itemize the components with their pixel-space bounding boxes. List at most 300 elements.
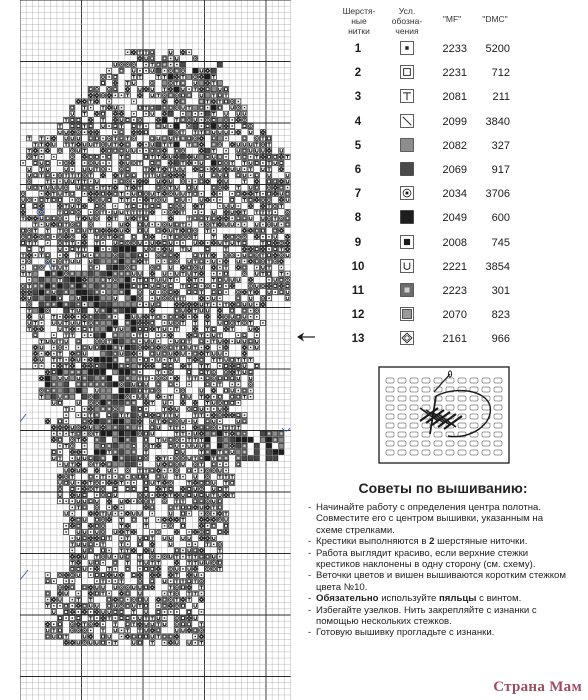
chart-stitch-t-bar <box>174 431 179 436</box>
chart-stitch-square-in-square <box>162 363 167 368</box>
chart-stitch-cross-circle <box>205 283 210 288</box>
chart-stitch-square-in-square <box>254 185 259 190</box>
chart-stitch-diamond <box>180 265 185 270</box>
chart-stitch-dot-small <box>94 474 99 479</box>
chart-stitch-square-in-square <box>150 566 155 571</box>
chart-stitch-diamond <box>217 314 222 319</box>
chart-stitch-u-shape <box>187 394 192 399</box>
chart-stitch-u-shape <box>82 167 87 172</box>
chart-stitch-u-shape <box>131 585 136 590</box>
chart-stitch-square-in-square <box>100 572 105 577</box>
chart-stitch-dot-small <box>57 314 62 319</box>
chart-stitch-black-fill <box>100 333 105 338</box>
chart-stitch-dot-small <box>162 640 167 645</box>
chart-stitch-square-in-square <box>150 320 155 325</box>
chart-stitch-square-in-square <box>113 351 118 356</box>
chart-stitch-square-in-square <box>150 505 155 510</box>
chart-stitch-square-in-square <box>107 154 112 159</box>
chart-stitch-dot-small <box>217 271 222 276</box>
chart-stitch-dark-fill <box>131 413 136 418</box>
chart-stitch-diamond <box>82 437 87 442</box>
chart-stitch-t-bar <box>39 185 44 190</box>
chart-stitch-black-fill <box>131 326 136 331</box>
chart-stitch-t-bar <box>285 154 290 159</box>
chart-stitch-square-in-square <box>150 105 155 110</box>
chart-stitch-dark-fill <box>131 456 136 461</box>
chart-stitch-dot-small <box>211 542 216 547</box>
chart-stitch-u-shape <box>137 585 142 590</box>
chart-stitch-t-bar <box>125 548 130 553</box>
chart-stitch-u-shape <box>39 216 44 221</box>
chart-stitch-square-in-square <box>187 622 192 627</box>
chart-stitch-cross-circle <box>119 167 124 172</box>
chart-stitch-diamond <box>168 333 173 338</box>
chart-stitch-diamond <box>137 259 142 264</box>
chart-stitch-hatched-square <box>211 142 216 147</box>
chart-stitch-black-fill <box>57 283 62 288</box>
chart-stitch-hatched-square <box>70 370 75 375</box>
chart-stitch-u-shape <box>150 283 155 288</box>
chart-stitch-dot-small <box>113 474 118 479</box>
chart-stitch-t-bar <box>57 277 62 282</box>
chart-stitch-square-in-square <box>88 314 93 319</box>
chart-stitch-hatched-square <box>131 265 136 270</box>
chart-stitch-diamond <box>205 179 210 184</box>
chart-stitch-square-in-square <box>137 474 142 479</box>
chart-stitch-cross-circle <box>174 462 179 467</box>
chart-stitch-square-in-square <box>57 296 62 301</box>
chart-stitch-t-bar <box>168 357 173 362</box>
chart-stitch-square-in-square <box>217 376 222 381</box>
chart-stitch-diamond <box>113 597 118 602</box>
chart-stitch-u-shape <box>211 400 216 405</box>
chart-stitch-cross-circle <box>162 93 167 98</box>
chart-stitch-u-shape <box>82 456 87 461</box>
chart-stitch-diamond <box>223 167 228 172</box>
chart-stitch-diamond <box>260 247 265 252</box>
chart-stitch-u-shape <box>260 265 265 270</box>
chart-stitch-diamond <box>100 228 105 233</box>
chart-stitch-square-in-square <box>285 222 290 227</box>
legend-number: 6 <box>354 163 362 176</box>
legend-dmc-code: 917 <box>491 163 510 176</box>
chart-stitch-square-in-square <box>242 308 247 313</box>
chart-stitch-cross-circle <box>162 345 167 350</box>
chart-stitch-dot-small <box>45 597 50 602</box>
chart-stitch-t-bar <box>100 511 105 516</box>
chart-stitch-cross-circle <box>217 185 222 190</box>
chart-stitch-t-bar <box>144 173 149 178</box>
chart-stitch-u-shape <box>180 105 185 110</box>
chart-stitch-cross-circle <box>236 290 241 295</box>
chart-stitch-u-shape <box>193 117 198 122</box>
chart-stitch-cross-circle <box>187 406 192 411</box>
chart-stitch-dot-small <box>88 333 93 338</box>
chart-stitch-dot-small <box>236 400 241 405</box>
stitch-illustration <box>378 366 510 464</box>
chart-stitch-black-fill <box>267 437 272 442</box>
chart-stitch-grey-fill <box>223 443 228 448</box>
chart-stitch-dot-small <box>217 296 222 301</box>
chart-stitch-diamond <box>144 548 149 553</box>
chart-stitch-cross-circle <box>174 603 179 608</box>
chart-stitch-square-in-square <box>33 160 38 165</box>
chart-stitch-u-shape <box>236 277 241 282</box>
chart-stitch-u-shape <box>199 302 204 307</box>
chart-stitch-black-fill <box>211 449 216 454</box>
chart-stitch-square-in-square <box>156 62 161 67</box>
chart-stitch-hatched-square <box>107 400 112 405</box>
chart-stitch-u-shape <box>88 345 93 350</box>
chart-stitch-dot-small <box>70 167 75 172</box>
chart-stitch-t-bar <box>193 259 198 264</box>
chart-stitch-square-in-square <box>70 124 75 129</box>
chart-stitch-dot-small <box>199 111 204 116</box>
chart-stitch-square-in-square <box>162 597 167 602</box>
chart-stitch-t-bar <box>187 376 192 381</box>
chart-stitch-dot-small <box>107 640 112 645</box>
chart-stitch-cross-circle <box>217 400 222 405</box>
chart-stitch-u-shape <box>57 247 62 252</box>
chart-stitch-u-shape <box>144 394 149 399</box>
chart-stitch-t-bar <box>137 603 142 608</box>
chart-stitch-grey-fill <box>217 80 222 85</box>
chart-stitch-u-shape <box>168 228 173 233</box>
chart-stitch-black-fill <box>70 277 75 282</box>
chart-stitch-cross-circle <box>119 382 124 387</box>
chart-stitch-diamond <box>187 308 192 313</box>
chart-stitch-dark-fill <box>100 271 105 276</box>
chart-stitch-u-shape <box>162 536 167 541</box>
chart-stitch-diamond <box>199 136 204 141</box>
chart-stitch-t-bar <box>70 240 75 245</box>
chart-stitch-dark-fill <box>125 382 130 387</box>
chart-stitch-square-in-square <box>144 357 149 362</box>
chart-stitch-cross-circle <box>107 136 112 141</box>
chart-stitch-hatched-square <box>156 160 161 165</box>
chart-stitch-u-shape <box>150 142 155 147</box>
chart-stitch-square-in-square <box>119 234 124 239</box>
chart-stitch-t-bar <box>27 136 32 141</box>
chart-stitch-hatched-square <box>107 406 112 411</box>
legend-mf-code: 2233 <box>442 43 467 55</box>
chart-stitch-t-bar <box>76 173 81 178</box>
chart-stitch-t-bar <box>144 203 149 208</box>
chart-stitch-t-bar <box>64 265 69 270</box>
chart-stitch-black-fill <box>119 247 124 252</box>
chart-stitch-cross-circle <box>205 222 210 227</box>
chart-stitch-t-bar <box>187 363 192 368</box>
chart-stitch-diamond <box>285 234 290 239</box>
chart-stitch-diamond <box>230 302 235 307</box>
chart-stitch-diamond <box>187 616 192 621</box>
chart-stitch-t-bar <box>242 197 247 202</box>
chart-stitch-black-fill <box>119 431 124 436</box>
legend-dmc-code: 211 <box>492 91 510 104</box>
chart-stitch-diamond <box>187 302 192 307</box>
chart-stitch-dot-small <box>119 634 124 639</box>
chart-stitch-dark-fill <box>230 437 235 442</box>
chart-stitch-t-bar <box>211 339 216 344</box>
chart-stitch-dot-small <box>273 290 278 295</box>
chart-stitch-cross-circle <box>76 628 81 633</box>
chart-stitch-dot-small <box>64 419 69 424</box>
chart-stitch-square-in-square <box>45 579 50 584</box>
chart-stitch-black-fill <box>113 363 118 368</box>
chart-stitch-u-shape <box>70 203 75 208</box>
chart-stitch-t-bar <box>70 542 75 547</box>
chart-stitch-grey-fill <box>131 302 136 307</box>
chart-stitch-black-fill <box>107 271 112 276</box>
chart-stitch-square-in-square <box>217 505 222 510</box>
chart-stitch-diamond <box>248 191 253 196</box>
chart-stitch-square-in-square <box>70 117 75 122</box>
chart-stitch-cross-circle <box>27 179 32 184</box>
chart-stitch-diamond <box>156 572 161 577</box>
chart-stitch-t-bar <box>51 265 56 270</box>
chart-stitch-square-in-square <box>144 326 149 331</box>
chart-stitch-dot-small <box>70 616 75 621</box>
chart-stitch-u-shape <box>131 382 136 387</box>
chart-stitch-dot-small <box>21 259 26 264</box>
chart-stitch-square-in-square <box>199 216 204 221</box>
chart-stitch-dot-small <box>211 382 216 387</box>
chart-stitch-t-bar <box>180 222 185 227</box>
chart-stitch-t-bar <box>223 302 228 307</box>
chart-stitch-diamond <box>76 603 81 608</box>
chart-stitch-grey-fill <box>107 290 112 295</box>
chart-stitch-dot-small <box>248 345 253 350</box>
chart-stitch-diamond <box>168 517 173 522</box>
chart-stitch-grey-fill <box>107 283 112 288</box>
chart-stitch-t-bar <box>94 486 99 491</box>
chart-stitch-u-shape <box>137 591 142 596</box>
chart-stitch-u-shape <box>193 572 198 577</box>
chart-stitch-dot-small <box>205 105 210 110</box>
chart-stitch-dot-small <box>199 277 204 282</box>
chart-stitch-u-shape <box>64 136 69 141</box>
chart-stitch-hatched-square <box>187 93 192 98</box>
chart-stitch-dot-small <box>162 357 167 362</box>
chart-stitch-u-shape <box>254 148 259 153</box>
chart-stitch-square-in-square <box>119 136 124 141</box>
chart-stitch-dark-fill <box>113 394 118 399</box>
chart-stitch-dark-fill <box>119 265 124 270</box>
chart-stitch-dot-small <box>285 271 290 276</box>
chart-stitch-black-fill <box>88 296 93 301</box>
chart-stitch-dark-fill <box>180 154 185 159</box>
chart-stitch-cross-circle <box>254 136 259 141</box>
chart-stitch-diamond <box>150 413 155 418</box>
chart-stitch-u-shape <box>27 296 32 301</box>
chart-stitch-cross-circle <box>88 431 93 436</box>
chart-stitch-square-in-square <box>217 394 222 399</box>
chart-stitch-t-bar <box>199 462 204 467</box>
legend-row <box>338 62 578 86</box>
chart-stitch-dot-small <box>131 111 136 116</box>
chart-stitch-dot-small <box>107 247 112 252</box>
chart-stitch-hatched-square <box>100 376 105 381</box>
chart-stitch-u-shape <box>144 56 149 61</box>
chart-stitch-t-bar <box>88 616 93 621</box>
chart-stitch-t-bar <box>45 197 50 202</box>
chart-stitch-square-in-square <box>144 634 149 639</box>
chart-stitch-grey-fill <box>94 326 99 331</box>
chart-stitch-square-in-square <box>242 265 247 270</box>
chart-stitch-u-shape <box>144 628 149 633</box>
u-shape-icon <box>400 259 414 273</box>
chart-stitch-grey-fill <box>82 370 87 375</box>
chart-stitch-square-in-square <box>131 486 136 491</box>
chart-stitch-square-in-square <box>113 74 118 79</box>
chart-stitch-u-shape <box>113 529 118 534</box>
chart-stitch-t-bar <box>113 142 118 147</box>
legend-row <box>338 183 578 207</box>
chart-stitch-square-in-square <box>187 579 192 584</box>
chart-stitch-t-bar <box>64 363 69 368</box>
chart-stitch-t-bar <box>119 517 124 522</box>
chart-stitch-square-in-square <box>236 216 241 221</box>
chart-stitch-cross-circle <box>180 234 185 239</box>
chart-stitch-hatched-square <box>125 376 130 381</box>
chart-stitch-diamond <box>94 536 99 541</box>
chart-stitch-u-shape <box>174 191 179 196</box>
chart-stitch-grey-fill <box>57 388 62 393</box>
chart-stitch-dot-small <box>162 68 167 73</box>
chart-stitch-grey-fill <box>113 290 118 295</box>
chart-stitch-u-shape <box>27 173 32 178</box>
chart-stitch-u-shape <box>248 185 253 190</box>
chart-stitch-dot-small <box>137 566 142 571</box>
chart-stitch-dot-small <box>113 468 118 473</box>
chart-stitch-dot-small <box>248 388 253 393</box>
chart-stitch-t-bar <box>76 216 81 221</box>
chart-stitch-u-shape <box>150 419 155 424</box>
chart-stitch-u-shape <box>70 480 75 485</box>
chart-stitch-u-shape <box>119 210 124 215</box>
chart-stitch-t-bar <box>180 130 185 135</box>
chart-stitch-dot-small <box>279 265 284 270</box>
chart-stitch-square-in-square <box>236 462 241 467</box>
chart-stitch-hatched-square <box>217 154 222 159</box>
chart-stitch-u-shape <box>100 197 105 202</box>
chart-stitch-dot-small <box>211 511 216 516</box>
chart-stitch-u-shape <box>242 111 247 116</box>
chart-stitch-cross-circle <box>187 234 192 239</box>
chart-stitch-black-fill <box>119 259 124 264</box>
chart-stitch-diamond <box>57 474 62 479</box>
chart-stitch-cross-circle <box>193 462 198 467</box>
chart-stitch-square-in-square <box>205 382 210 387</box>
chart-stitch-dot-small <box>88 253 93 258</box>
chart-stitch-diamond <box>82 468 87 473</box>
chart-stitch-square-in-square <box>193 499 198 504</box>
chart-stitch-grey-fill <box>217 117 222 122</box>
chart-stitch-u-shape <box>51 142 56 147</box>
chart-stitch-t-bar <box>223 265 228 270</box>
chart-stitch-cross-circle <box>205 117 210 122</box>
chart-stitch-square-in-square <box>168 253 173 258</box>
chart-stitch-hatched-square <box>107 443 112 448</box>
chart-stitch-u-shape <box>187 443 192 448</box>
chart-stitch-square-in-square <box>100 634 105 639</box>
chart-stitch-u-shape <box>57 185 62 190</box>
chart-stitch-diamond <box>125 499 130 504</box>
chart-stitch-dark-fill <box>94 259 99 264</box>
chart-stitch-t-bar <box>39 167 44 172</box>
chart-stitch-u-shape <box>236 167 241 172</box>
chart-stitch-square-in-square <box>211 462 216 467</box>
chart-stitch-square-in-square <box>223 400 228 405</box>
chart-stitch-cross-circle <box>174 616 179 621</box>
chart-stitch-cross-circle <box>156 253 161 258</box>
chart-stitch-u-shape <box>242 302 247 307</box>
chart-stitch-square-in-square <box>113 609 118 614</box>
legend-dmc-code: 3854 <box>485 260 510 273</box>
chart-stitch-dot-small <box>223 351 228 356</box>
chart-stitch-t-bar <box>205 326 210 331</box>
chart-stitch-cross-circle <box>70 622 75 627</box>
chart-stitch-u-shape <box>211 554 216 559</box>
chart-stitch-square-in-square <box>70 486 75 491</box>
chart-stitch-dot-small <box>76 326 81 331</box>
chart-stitch-diamond <box>119 111 124 116</box>
legend-row <box>338 38 578 62</box>
chart-stitch-square-in-square <box>199 425 204 430</box>
chart-stitch-t-bar <box>223 511 228 516</box>
chart-stitch-dot-small <box>94 616 99 621</box>
chart-stitch-diamond <box>27 216 32 221</box>
chart-stitch-dot-small <box>267 277 272 282</box>
chart-stitch-diamond <box>82 154 87 159</box>
chart-stitch-diamond <box>254 179 259 184</box>
chart-stitch-u-shape <box>254 339 259 344</box>
chart-stitch-dot-small <box>230 130 235 135</box>
chart-stitch-u-shape <box>174 56 179 61</box>
chart-stitch-cross-circle <box>285 210 290 215</box>
chart-stitch-square-in-square <box>82 536 87 541</box>
chart-stitch-dark-fill <box>64 277 69 282</box>
chart-stitch-diamond <box>119 572 124 577</box>
chart-stitch-cross-circle <box>144 456 149 461</box>
chart-stitch-cross-circle <box>267 197 272 202</box>
chart-stitch-t-bar <box>279 203 284 208</box>
chart-stitch-u-shape <box>21 197 26 202</box>
chart-stitch-grey-fill <box>113 462 118 467</box>
chart-stitch-diamond <box>242 290 247 295</box>
chart-stitch-diamond <box>156 493 161 498</box>
chart-stitch-dot-small <box>187 382 192 387</box>
chart-stitch-t-bar <box>205 302 210 307</box>
chart-stitch-dark-fill <box>131 345 136 350</box>
chart-stitch-cross-circle <box>144 499 149 504</box>
chart-stitch-grey-fill <box>187 74 192 79</box>
chart-stitch-square-in-square <box>76 523 81 528</box>
chart-stitch-square-in-square <box>254 173 259 178</box>
chart-stitch-t-bar <box>39 142 44 147</box>
chart-stitch-u-shape <box>39 160 44 165</box>
chart-stitch-u-shape <box>150 480 155 485</box>
chart-stitch-cross-circle <box>57 148 62 153</box>
chart-stitch-cross-circle <box>137 117 142 122</box>
chart-stitch-u-shape <box>223 222 228 227</box>
chart-stitch-dot-small <box>144 142 149 147</box>
chart-stitch-square-in-square <box>156 628 161 633</box>
chart-stitch-u-shape <box>223 111 228 116</box>
chart-stitch-dot-small <box>57 603 62 608</box>
chart-stitch-dark-fill <box>131 462 136 467</box>
chart-stitch-square-in-square <box>168 105 173 110</box>
